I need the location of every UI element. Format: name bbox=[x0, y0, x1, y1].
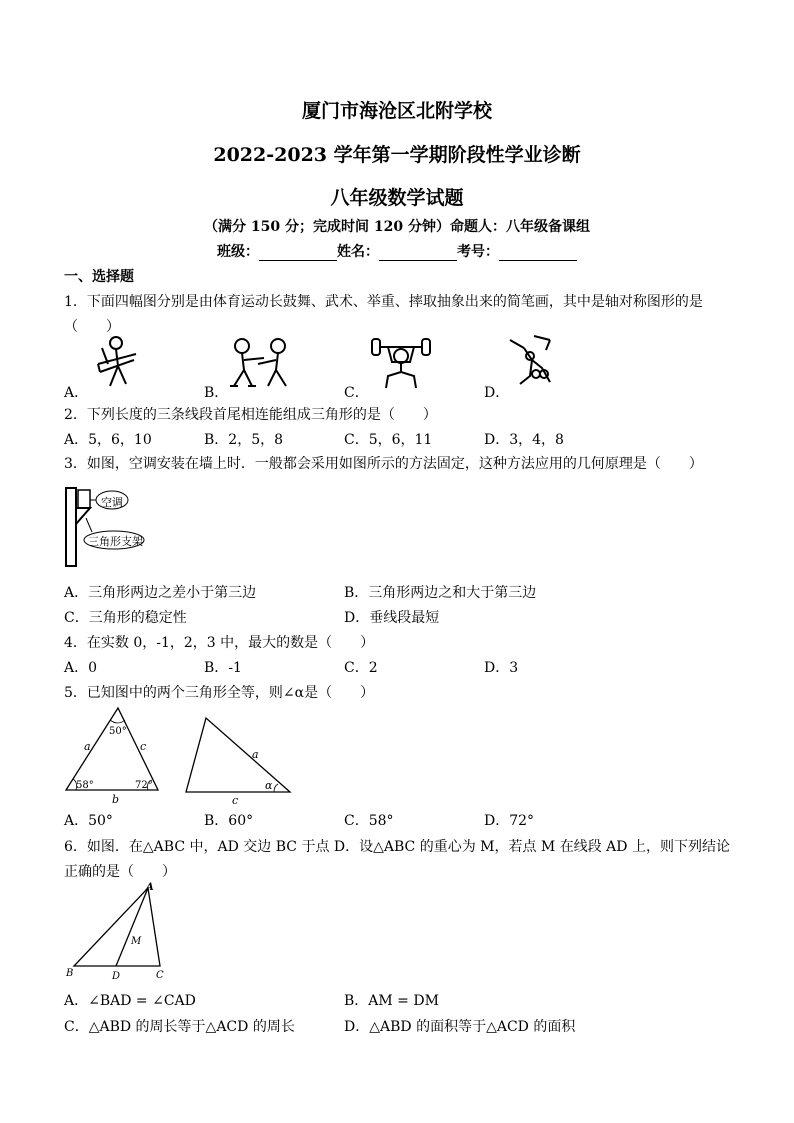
q4-option-b[interactable]: B．-1 bbox=[204, 660, 242, 676]
q5-triangle-2 bbox=[184, 716, 294, 806]
q6-point-a: A bbox=[146, 882, 154, 893]
id-field[interactable] bbox=[499, 246, 577, 261]
term-title: 2022-2023 学年第一学期阶段性学业诊断 bbox=[213, 144, 581, 166]
q6-figure bbox=[62, 882, 172, 982]
exam-meta: （满分 150 分；完成时间 120 分钟）命题人：八年级备课组 bbox=[204, 219, 590, 235]
q2-option-d[interactable]: D．3，4，8 bbox=[484, 432, 564, 448]
class-field[interactable] bbox=[259, 246, 337, 261]
q1-paren: （ ） bbox=[64, 319, 120, 335]
q5-alpha: α bbox=[265, 779, 273, 792]
q6-stem-line2: 正确的是（ ） bbox=[64, 864, 176, 880]
q6-point-d: D bbox=[112, 971, 121, 982]
q5-triangle-1 bbox=[62, 704, 162, 804]
q1-figure-c bbox=[368, 336, 434, 394]
q5-side-b: b bbox=[112, 793, 120, 806]
q5-option-c[interactable]: C．58° bbox=[344, 813, 394, 829]
subject-title: 八年级数学试题 bbox=[330, 187, 464, 209]
q1-figure-a bbox=[88, 334, 148, 394]
q6-option-a[interactable]: A．∠BAD = ∠CAD bbox=[64, 993, 196, 1009]
q1-figure-b bbox=[228, 336, 294, 394]
q3-option-d[interactable]: D．垂线段最短 bbox=[344, 610, 440, 626]
q6-option-c[interactable]: C．△ABD 的周长等于△ACD 的周长 bbox=[64, 1019, 295, 1035]
q3-option-b[interactable]: B．三角形两边之和大于第三边 bbox=[344, 585, 537, 601]
student-info-row bbox=[0, 241, 794, 261]
q6-point-b: B bbox=[66, 968, 74, 979]
q6-point-c: C bbox=[156, 970, 164, 981]
q5-stem: 5．已知图中的两个三角形全等，则∠α是（ ） bbox=[64, 685, 375, 701]
q5-side-c: c bbox=[140, 740, 147, 753]
q4-stem: 4．在实数 0，-1，2，3 中，最大的数是（ ） bbox=[64, 635, 375, 651]
q5-side-a: a bbox=[84, 740, 91, 753]
q5-tri2-side-c: c bbox=[232, 794, 239, 807]
q6-stem-line1: 6．如图．在△ABC 中，AD 交边 BC 于点 D．设△ABC 的重心为 M，若点 M 在线段 AD 上，则下列结论 bbox=[64, 839, 730, 855]
section-title: 一、选择题 bbox=[64, 269, 134, 285]
q5-angle-right: 72° bbox=[135, 780, 153, 791]
q2-option-a[interactable]: A．5，6，10 bbox=[64, 432, 152, 448]
q6-option-b[interactable]: B．AM = DM bbox=[344, 993, 439, 1009]
q1-stem: 1．下面四幅图分别是由体育运动长鼓舞、武术、举重、摔取抽象出来的简笔画，其中是轴对称图形的是 bbox=[64, 294, 703, 310]
q6-point-m: M bbox=[131, 936, 142, 947]
name-label: 姓名： bbox=[337, 244, 379, 260]
q5-option-b[interactable]: B．60° bbox=[204, 813, 254, 829]
q5-angle-top: 50° bbox=[109, 726, 127, 737]
q5-angle-left: 58° bbox=[76, 780, 94, 791]
q5-option-a[interactable]: A．50° bbox=[64, 813, 113, 829]
q3-label-bracket: 三角形支架 bbox=[88, 535, 143, 548]
q3-stem: 3．如图，空调安装在墙上时．一般都会采用如图所示的方法固定，这种方法应用的几何原理是（ ） bbox=[64, 456, 703, 472]
school-title: 厦门市海沧区北附学校 bbox=[301, 100, 492, 122]
q5-tri2-side-a: a bbox=[252, 748, 259, 761]
q6-option-d[interactable]: D．△ABD 的面积等于△ACD 的面积 bbox=[344, 1019, 576, 1035]
class-label: 班级： bbox=[217, 244, 259, 260]
q1-figure-d bbox=[506, 334, 562, 394]
q5-option-d[interactable]: D．72° bbox=[484, 813, 535, 829]
q4-option-c[interactable]: C．2 bbox=[344, 660, 378, 676]
q1-option-a[interactable]: A． bbox=[64, 385, 89, 401]
q2-option-c[interactable]: C．5，6，11 bbox=[344, 432, 433, 448]
q1-option-b[interactable]: B． bbox=[204, 385, 229, 401]
q2-option-b[interactable]: B．2，5，8 bbox=[204, 432, 284, 448]
q4-option-a[interactable]: A．0 bbox=[64, 660, 98, 676]
q4-option-d[interactable]: D．3 bbox=[484, 660, 519, 676]
q1-option-d[interactable]: D． bbox=[484, 385, 510, 401]
q3-label-ac: 空调 bbox=[101, 496, 123, 509]
q3-option-c[interactable]: C．三角形的稳定性 bbox=[64, 610, 187, 626]
q1-option-c[interactable]: C． bbox=[344, 385, 369, 401]
name-field[interactable] bbox=[379, 246, 457, 261]
id-label: 考号： bbox=[457, 244, 499, 260]
q2-stem: 2．下列长度的三条线段首尾相连能组成三角形的是（ ） bbox=[64, 407, 437, 423]
q3-option-a[interactable]: A．三角形两边之差小于第三边 bbox=[64, 585, 257, 601]
